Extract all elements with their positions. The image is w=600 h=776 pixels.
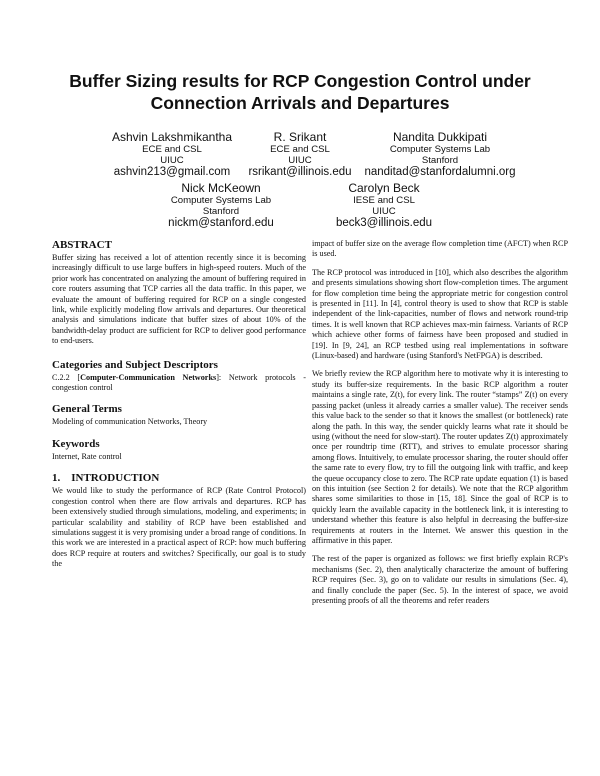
author-name: Nandita Dukkipati: [392, 130, 488, 144]
body-paragraph-4: The rest of the paper is organized as follows: we first briefly explain RCP's mechanisms (Sec. 2), then analytically characterize the amount of buffering RCP requires (Sec. 3), go on to validate our results in simulations (Sec. 4), and finally conclude the paper (Sec. 5). In the interest of space, we avoid presenting proofs of all the theorems and refer readers: [312, 554, 568, 605]
author-name: Carolyn Beck: [348, 181, 420, 195]
author-block: [0, 130, 600, 230]
author-email: beck3@illinois.edu: [335, 217, 433, 229]
category-term: Computer-Communication Networks: [80, 372, 217, 382]
right-column: [312, 239, 568, 606]
author-5: [294, 181, 474, 230]
author-affiliation: ECE and CSL: [142, 144, 202, 155]
author-institution: Stanford: [202, 206, 240, 217]
categories-heading: Categories and Subject Descriptors: [52, 358, 218, 371]
author-affiliation: ECE and CSL: [270, 144, 330, 155]
introduction-text: We would like to study the performance of RCP (Rate Control Protocol) congestion control when there are flow arrivals and departures. RCP has been extensively studied through simulations, modeling, and experiments; in particular scalability and stability of RCP have been established and simulations suggest it is very promising under a broad range of conditions. In this work we are interested in a practical aspect of RCP: how much buffering does RCP require at routers and switches? Specifically, our goal is to study the: [52, 486, 306, 569]
body-paragraph-3: We briefly review the RCP algorithm here to motivate why it is interesting to study its buffer-size requirements. In the basic RCP algorithm a router maintains a single rate, Z(t), for every link. The router “stamps” Z(t) on every passing packet (unless it already carries a smaller value). The receiver sends this value back to the sender so that it knows the smallest (or bottleneck) rate along the path. In this way, the sender quickly learns what rate it should be using (without the need for slow-start). The router updates Z(t) approximately once per roundtrip time (RTT), and strives to emulate processor sharing among flows. Intuitively, to emulate processor sharing, the router should offer the same rate to every flow, try to fill the outgoing link with traffic, and keep the queue occupancy close to zero. The RCP rate update equation (1) is based on this intuition (see Section 2 for details). We note that the RCP algorithm shares some similarities to those in [15, 18]. Since the goal of RCP is to quickly learn the available capacity in the bottleneck link, it is interesting to understand whether this feature is also helpful in decreasing the buffer-size requirements at routers in the Internet. We answer this question in the affirmative in this paper.: [312, 369, 568, 545]
left-column: [52, 239, 306, 570]
author-name: Nick McKeown: [181, 181, 261, 195]
author-email: nickm@stanford.edu: [168, 217, 274, 229]
author-email: nanditad@stanfordalumni.org: [364, 166, 516, 178]
keywords-text: Internet, Rate control: [52, 451, 122, 461]
body-paragraph-2: The RCP protocol was introduced in [10], which also describes the algorithm and presents simulations showing short flow-completion times. The argument for flow completion time being the appropriate metric for congestion control is presented in [11]. In [4], control theory is used to show that RCP is stable independent of the link-capacities, number of flows and network round-trip times. It is well known that RCP achieves max-min fairness. Variants of RCP which achieve other forms of fairness have been proposed and studied in [19]. In [9, 24], an RCP testbed using real implementations in software (Linux-based) and hardware (using Stanford's NetFPGA) is described.: [312, 267, 568, 361]
author-institution: Stanford: [421, 155, 459, 166]
abstract-text: Buffer sizing has received a lot of attention recently since it is becoming increasingly difficult to use large buffers in high-speed routers. Much of the prior work has concentrated on analyzing the amount of buffering required in core routers assuming that TCP carries all the data traffic. In this paper, we evaluate the amount of buffering required for RCP on a single congested link, while explicitly modeling flow arrivals and departures. Our theoretical analysis and simulations indicate that buffer sizes of about 10% of the bandwidth-delay product are sufficient for RCP to deliver good performance to end-users.: [52, 253, 306, 346]
abstract-heading: ABSTRACT: [52, 239, 112, 251]
author-name: Ashvin Lakshmikantha: [111, 130, 233, 144]
author-institution: UIUC: [372, 206, 396, 217]
general-terms-text: Modeling of communication Networks, Theory: [52, 417, 208, 427]
paper-title: Buffer Sizing results for RCP Congestion Control under Connection Arrivals and Departures: [69, 71, 531, 113]
author-affiliation: Computer Systems Lab: [389, 144, 491, 155]
introduction-heading: 1. INTRODUCTION: [52, 472, 160, 485]
categories-text: [52, 373, 306, 394]
author-4: [131, 181, 311, 230]
category-code: C.2.2 [: [52, 372, 81, 382]
author-affiliation: IESE and CSL: [353, 195, 415, 206]
category-rest: ]: Network protocols - congestion control: [52, 372, 306, 393]
author-affiliation: Computer Systems Lab: [170, 195, 272, 206]
keywords-heading: Keywords: [52, 437, 100, 450]
author-3: [350, 130, 530, 179]
author-name: R. Srikant: [273, 130, 327, 144]
general-terms-heading: General Terms: [52, 403, 122, 416]
body-paragraph-1: impact of buffer size on the average flow completion time (AFCT) when RCP is used.: [312, 239, 568, 259]
author-institution: UIUC: [288, 155, 312, 166]
author-email: rsrikant@illinois.edu: [248, 166, 352, 178]
author-institution: UIUC: [160, 155, 184, 166]
author-email: ashvin213@gmail.com: [113, 166, 231, 178]
